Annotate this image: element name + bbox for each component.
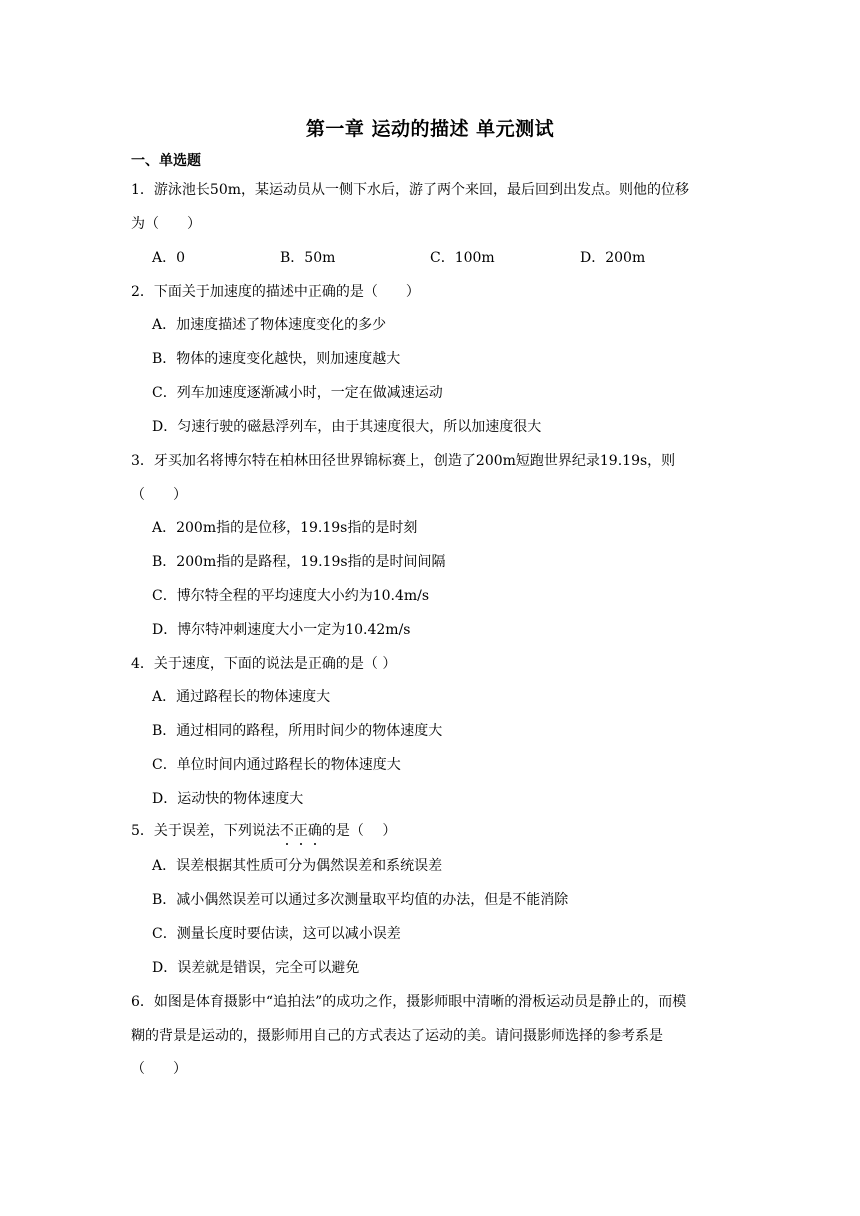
question-5-option-d: D．误差就是错误，完全可以避免 — [152, 960, 360, 976]
emphasis-char-1: 不 — [279, 823, 294, 839]
question-3-stem-line-2: （ ） — [131, 487, 187, 503]
question-2-option-b: B．物体的速度变化越快，则加速度越大 — [152, 351, 401, 367]
emphasis-char-2: 正 — [293, 823, 308, 839]
question-2-option-d: D．匀速行驶的磁悬浮列车，由于其速度很大，所以加速度很大 — [152, 419, 542, 435]
question-6-stem-line-3: （ ） — [131, 1061, 187, 1077]
question-4-option-a: A．通过路程长的物体速度大 — [152, 689, 331, 705]
question-5-option-c: C．测量长度时要估读，这可以减小误差 — [152, 926, 401, 942]
question-2-stem: 2．下面关于加速度的描述中正确的是（ ） — [131, 284, 420, 300]
question-5-stem-prefix: 5．关于误差，下列说法 — [131, 823, 280, 839]
question-1-option-b: B．50m — [280, 250, 336, 266]
question-5-stem-suffix: 的是（ ） — [321, 823, 397, 839]
question-4-stem: 4．关于速度，下面的说法是正确的是（ ） — [131, 656, 397, 672]
question-6-stem-line-1: 6．如图是体育摄影中“追拍法”的成功之作，摄影师眼中清晰的滑板运动员是静止的，而模 — [131, 994, 687, 1010]
emphasis-char-3: 确 — [307, 823, 322, 839]
question-4-option-c: C．单位时间内通过路程长的物体速度大 — [152, 757, 401, 773]
question-3-option-c: C．博尔特全程的平均速度大小约为10.4m/s — [152, 588, 430, 604]
question-1-option-d: D．200m — [580, 250, 646, 266]
question-1-stem-line-2: 为（ ） — [131, 216, 201, 232]
question-1-option-c: C．100m — [430, 250, 495, 266]
question-3-option-a: A．200m指的是位移，19.19s指的是时刻 — [152, 520, 418, 536]
question-2-option-a: A．加速度描述了物体速度变化的多少 — [152, 317, 387, 333]
question-4-option-d: D．运动快的物体速度大 — [152, 791, 304, 807]
question-3-option-d: D．博尔特冲刺速度大小一定为10.42m/s — [152, 622, 411, 638]
question-1-stem-line-1: 1．游泳池长50m，某运动员从一侧下水后，游了两个来回，最后回到出发点。则他的位移 — [131, 182, 689, 198]
section-heading: 一、单选题 — [131, 153, 201, 169]
question-1-option-a: A．0 — [152, 250, 186, 266]
question-3-stem-line-1: 3．牙买加名将博尔特在柏林田径世界锦标赛上，创造了200m短跑世界纪录19.19s，则 — [131, 453, 676, 469]
question-5-option-b: B．减小偶然误差可以通过多次测量取平均值的办法，但是不能消除 — [152, 892, 569, 908]
question-5-stem — [131, 821, 396, 841]
document-title: 第一章 运动的描述 单元测试 — [305, 118, 555, 140]
question-6-stem-line-2: 糊的背景是运动的，摄影师用自己的方式表达了运动的美。请问摄影师选择的参考系是 — [131, 1028, 663, 1044]
question-2-option-c: C．列车加速度逐渐减小时，一定在做减速运动 — [152, 385, 443, 401]
question-4-option-b: B．通过相同的路程，所用时间少的物体速度大 — [152, 723, 443, 739]
question-3-option-b: B．200m指的是路程，19.19s指的是时间间隔 — [152, 554, 446, 570]
question-5-option-a: A．误差根据其性质可分为偶然误差和系统误差 — [152, 858, 443, 874]
